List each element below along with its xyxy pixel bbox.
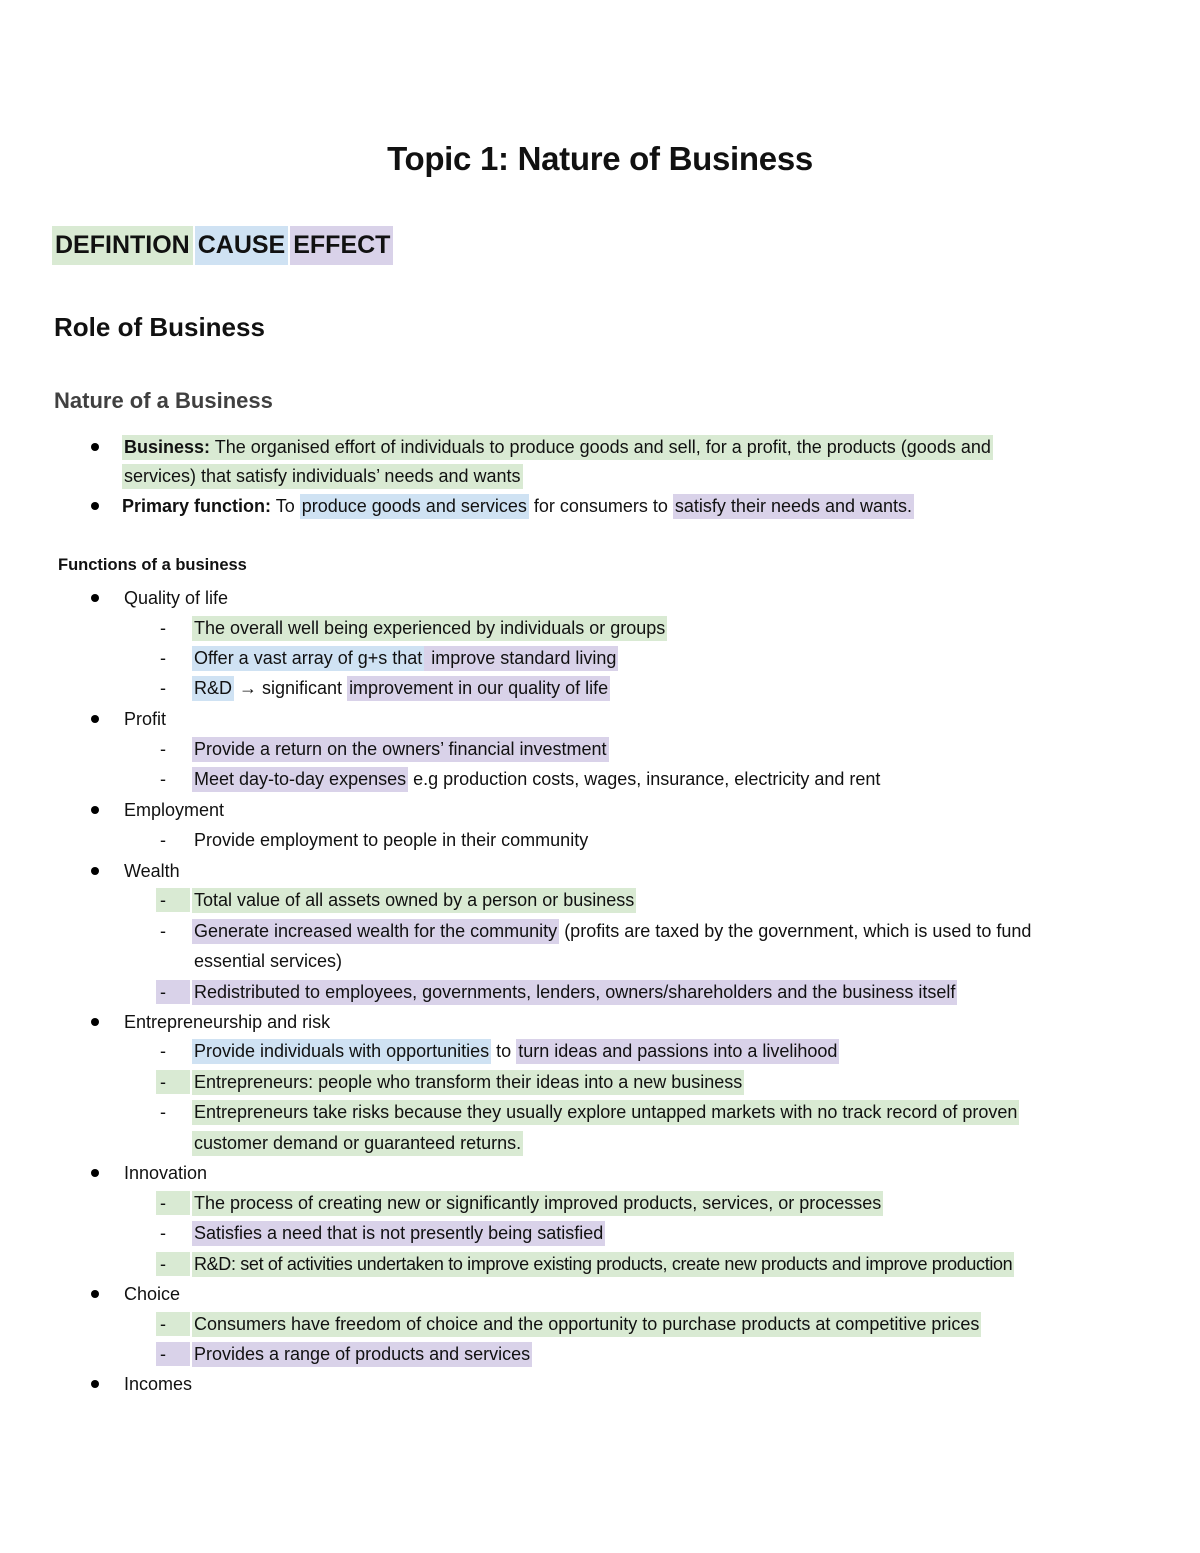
page-title: Topic 1: Nature of Business xyxy=(387,140,813,177)
dash-marker: - xyxy=(160,648,166,668)
bullet-icon xyxy=(91,1380,99,1388)
plain-text: essential services) xyxy=(194,951,343,971)
legend-cause: CAUSE xyxy=(195,226,289,265)
plain-text: Provide employment to people in their community xyxy=(194,830,589,850)
dash-marker: - xyxy=(160,1102,166,1122)
effect-text: Provide a return on the owners’ financial investment xyxy=(192,737,609,762)
list-item-label: Choice xyxy=(124,1284,181,1304)
definition-text: Entrepreneurs take risks because they usually explore untapped markets with no track record of proven xyxy=(192,1100,1019,1125)
bullet-icon xyxy=(91,1018,99,1026)
term-label: Primary function: xyxy=(122,496,272,516)
definition-text: The organised effort of individuals to produce goods and sell, for a profit, the products (goods and xyxy=(210,437,991,457)
definition-text: Entrepreneurs: people who transform their ideas into a new business xyxy=(192,1070,744,1095)
dash-marker: - xyxy=(160,982,166,1002)
dash-marker: - xyxy=(160,890,166,910)
dash-marker: - xyxy=(160,1344,166,1364)
plain-text: To xyxy=(271,496,300,516)
heading-role-of-business: Role of Business xyxy=(54,312,265,342)
dash-marker: - xyxy=(160,618,166,638)
dash-marker: - xyxy=(160,1314,166,1334)
cause-text: Offer a vast array of g+s that xyxy=(192,646,424,671)
plain-text: to xyxy=(491,1041,517,1061)
definition-text: The process of creating new or significantly improved products, services, or processes xyxy=(192,1191,883,1216)
definition-text: The overall well being experienced by individuals or groups xyxy=(192,616,667,641)
legend-definition: DEFINTION xyxy=(52,226,193,265)
dash-marker: - xyxy=(160,739,166,759)
heading-nature-of-business: Nature of a Business xyxy=(54,388,273,413)
dash-marker: - xyxy=(160,921,166,941)
dash-marker: - xyxy=(160,830,166,850)
effect-text: Generate increased wealth for the community xyxy=(192,919,559,944)
highlight-legend xyxy=(52,231,395,260)
bullet-icon xyxy=(91,867,99,875)
dash-marker: - xyxy=(160,678,166,698)
plain-text: e.g production costs, wages, insurance, electricity and rent xyxy=(408,769,881,789)
list-item-label: Incomes xyxy=(124,1374,193,1394)
bullet-icon xyxy=(91,1169,99,1177)
list-item-label: Employment xyxy=(124,800,225,820)
legend-effect: EFFECT xyxy=(290,226,393,265)
dash-marker: - xyxy=(160,1072,166,1092)
dash-marker: - xyxy=(160,1254,166,1274)
definition-text: services) that satisfy individuals’ needs and wants xyxy=(122,464,523,489)
bullet-icon xyxy=(91,502,99,510)
effect-text: improve standard living xyxy=(424,646,618,671)
effect-text: improvement in our quality of life xyxy=(347,676,610,701)
definition-text: customer demand or guaranteed returns. xyxy=(192,1131,523,1156)
definition-text: Consumers have freedom of choice and the opportunity to purchase products at competitive prices xyxy=(192,1312,981,1337)
dash-marker: - xyxy=(160,1193,166,1213)
list-item-label: Profit xyxy=(124,709,167,729)
term-label: Business: xyxy=(124,437,211,457)
plain-text: → significant xyxy=(234,678,348,698)
effect-text: turn ideas and passions into a livelihood xyxy=(516,1039,839,1064)
effect-text: Meet day-to-day expenses xyxy=(192,767,408,792)
list-item-label: Innovation xyxy=(124,1163,208,1183)
effect-text: Redistributed to employees, governments, lenders, owners/shareholders and the business itself xyxy=(192,980,957,1005)
cause-text: R&D xyxy=(192,676,234,701)
list-item-label: Wealth xyxy=(124,861,180,881)
effect-text: Provides a range of products and services xyxy=(192,1342,532,1367)
dash-marker: - xyxy=(160,769,166,789)
bullet-icon xyxy=(91,594,99,602)
bullet-icon xyxy=(91,443,99,451)
bullet-icon xyxy=(91,1290,99,1298)
list-item-label: Entrepreneurship and risk xyxy=(124,1012,331,1032)
bullet-icon xyxy=(91,715,99,723)
cause-text: produce goods and services xyxy=(300,494,529,519)
bullet-icon xyxy=(91,806,99,814)
dash-marker: - xyxy=(160,1223,166,1243)
dash-marker: - xyxy=(160,1041,166,1061)
effect-text: satisfy their needs and wants. xyxy=(673,494,914,519)
heading-functions-of-business: Functions of a business xyxy=(58,556,247,574)
effect-text: Satisfies a need that is not presently being satisfied xyxy=(192,1221,605,1246)
definition-text: R&D: set of activities undertaken to improve existing products, create new products and improve production xyxy=(192,1252,1014,1277)
definition-text: Total value of all assets owned by a person or business xyxy=(192,888,636,913)
cause-text: Provide individuals with opportunities xyxy=(192,1039,491,1064)
plain-text: for consumers to xyxy=(528,496,673,516)
plain-text: (profits are taxed by the government, which is used to fund xyxy=(559,921,1032,941)
list-item-label: Quality of life xyxy=(124,588,229,608)
